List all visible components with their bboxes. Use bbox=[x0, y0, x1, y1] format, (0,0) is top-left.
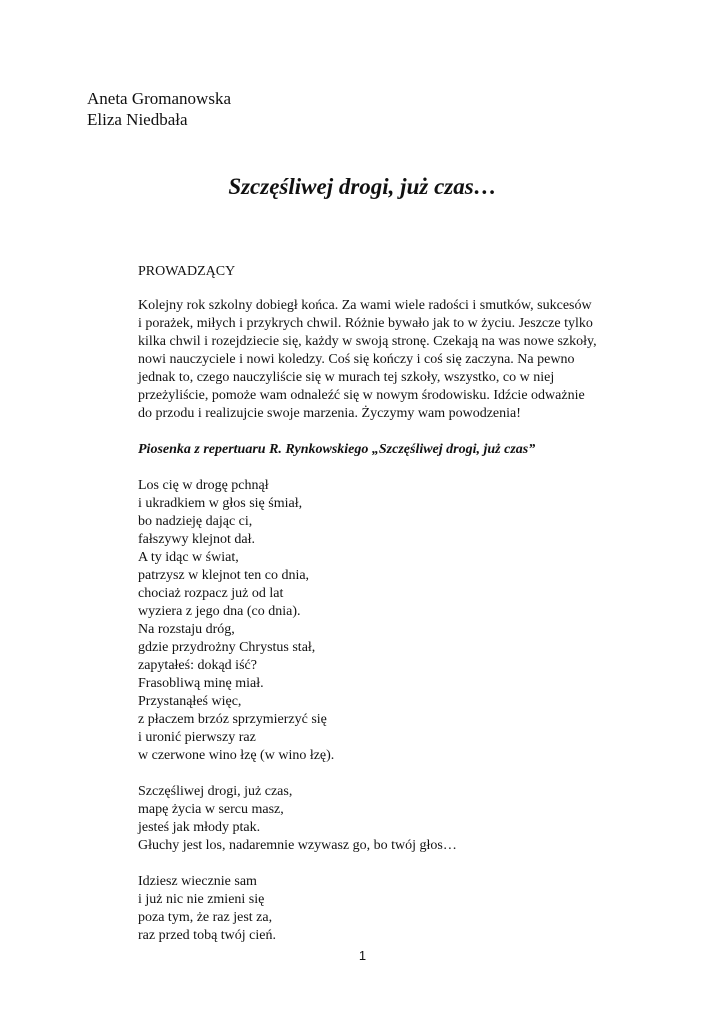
intro-line: kilka chwil i rozejdziecie się, każdy w swoją stronę. Czekają na was nowe szkoły, bbox=[138, 334, 597, 349]
verse-line: gdzie przydrożny Chrystus stał, bbox=[138, 640, 316, 655]
verse-line: Szczęśliwej drogi, już czas, bbox=[138, 784, 293, 799]
verse-line: A ty idąc w świat, bbox=[138, 550, 239, 565]
intro-line: jednak to, czego nauczyliście się w murach tej szkoły, wszystko, co w niej bbox=[138, 370, 555, 385]
verse-line: i ukradkiem w głos się śmiał, bbox=[138, 496, 303, 511]
authors-block bbox=[87, 88, 231, 130]
intro-line: Kolejny rok szkolny dobiegł końca. Za wami wiele radości i smutków, sukcesów bbox=[138, 298, 592, 313]
speaker-label: PROWADZĄCY bbox=[138, 264, 236, 279]
verse-line: jesteś jak młody ptak. bbox=[138, 820, 261, 835]
verse-line: bo nadzieję dając ci, bbox=[138, 514, 253, 529]
intro-line: nowi nauczyciele i nowi koledzy. Coś się kończy i coś się zaczyna. Na pewno bbox=[138, 352, 575, 367]
verse-line: i uronić pierwszy raz bbox=[138, 730, 256, 745]
intro-line: przeżyliście, pomoże wam odnaleźć się w nowym środowisku. Idźcie odważnie bbox=[138, 388, 585, 403]
stanza-3 bbox=[138, 873, 598, 945]
verse-line: fałszywy klejnot dał. bbox=[138, 532, 256, 547]
verse-line: z płaczem brzóz sprzymierzyć się bbox=[138, 712, 327, 727]
verse-line: poza tym, że raz jest za, bbox=[138, 910, 273, 925]
verse-line: patrzysz w klejnot ten co dnia, bbox=[138, 568, 310, 583]
page-number: 1 bbox=[358, 948, 367, 963]
verse-line: Idziesz wiecznie sam bbox=[138, 874, 257, 889]
verse-line: chociaż rozpacz już od lat bbox=[138, 586, 284, 601]
verse-line: wyziera z jego dna (co dnia). bbox=[138, 604, 301, 619]
verse-line: Frasobliwą minę miał. bbox=[138, 676, 264, 691]
intro-paragraph bbox=[138, 297, 598, 423]
intro-line: do przodu i realizujcie swoje marzenia. Życzymy wam powodzenia! bbox=[138, 406, 521, 421]
author-name: Aneta Gromanowska bbox=[87, 89, 231, 108]
verse-line: Przystanąłeś więc, bbox=[138, 694, 242, 709]
stanza-1 bbox=[138, 477, 598, 765]
song-title: Piosenka z repertuaru R. Rynkowskiego „Szczęśliwej drogi, już czas” bbox=[138, 442, 536, 457]
verse-line: i już nic nie zmieni się bbox=[138, 892, 265, 907]
verse-line: zapytałeś: dokąd iść? bbox=[138, 658, 257, 673]
author-name: Eliza Niedbała bbox=[87, 110, 188, 129]
verse-line: w czerwone wino łzę (w wino łzę). bbox=[138, 748, 335, 763]
verse-line: raz przed tobą twój cień. bbox=[138, 928, 276, 943]
verse-line: Na rozstaju dróg, bbox=[138, 622, 235, 637]
verse-line: Głuchy jest los, nadaremnie wzywasz go, bo twój głos… bbox=[138, 838, 457, 853]
intro-line: i porażek, miłych i przykrych chwil. Różnie bywało jak to w życiu. Jeszcze tylko bbox=[138, 316, 593, 331]
verse-line: Los cię w drogę pchnął bbox=[138, 478, 269, 493]
verse-line: mapę życia w sercu masz, bbox=[138, 802, 284, 817]
stanza-2 bbox=[138, 783, 598, 855]
document-title: Szczęśliwej drogi, już czas… bbox=[228, 174, 497, 199]
document-body bbox=[138, 263, 598, 945]
